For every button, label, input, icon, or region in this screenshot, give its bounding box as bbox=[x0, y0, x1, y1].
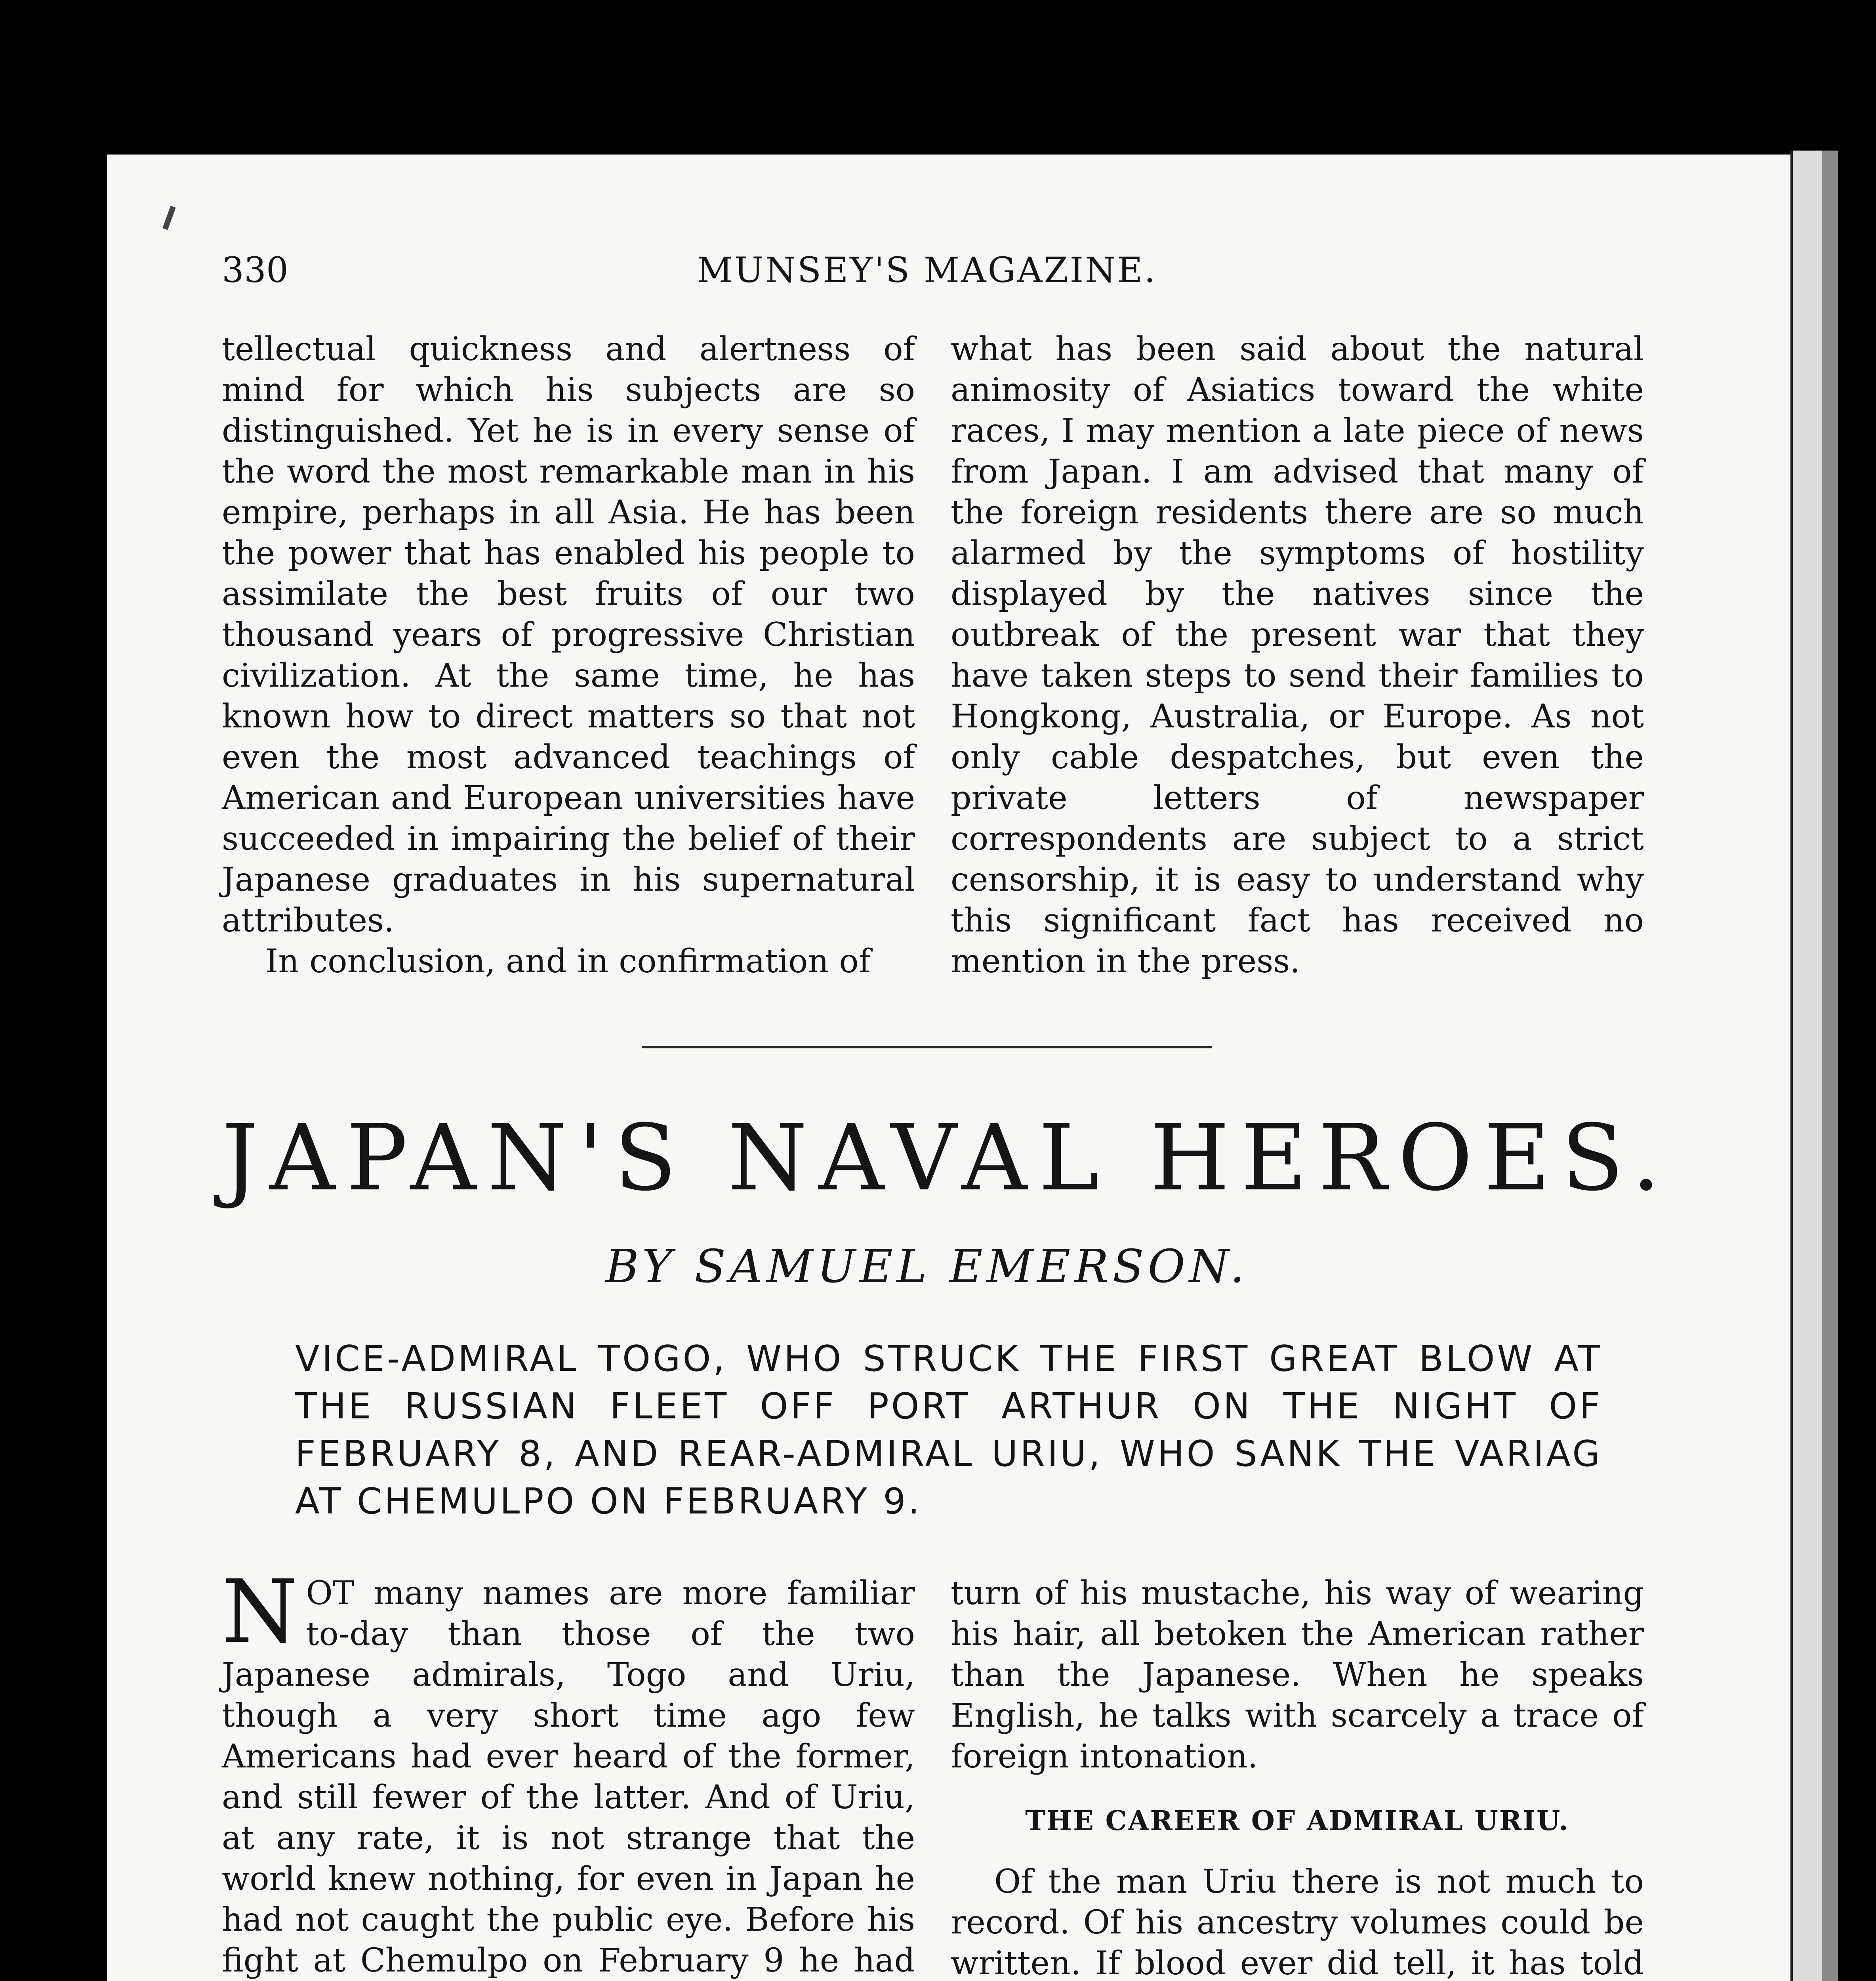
paragraph: what has been said about the natural animosity of Asiatics toward the white races, I may mention a late piece of news from Japan. I am advised that many of the foreign residents there are so much alarmed by the symptoms of hostility displayed by the natives since the outbreak of the present war that they have taken steps to send their families to Hongkong, Australia, or Europe. As not only cable despatches, but even the private letters of newspaper correspondents are subject to a strict censorship, it is easy to understand why this significant fact has received no mention in the press. bbox=[951, 330, 1644, 980]
prev-article-left-column bbox=[222, 329, 915, 982]
magazine-title: MUNSEY'S MAGAZINE. bbox=[697, 250, 1157, 290]
prev-article-right-column bbox=[951, 329, 1644, 982]
article-left-column bbox=[222, 1561, 915, 1981]
paragraph: In conclusion, and in confirmation of bbox=[265, 943, 871, 980]
page-edge-shadow bbox=[1822, 151, 1838, 1981]
paragraph: tellectual quickness and alertness of mind for which his subjects are so distinguished. Yet he is in every sense of the word the most remarkable man in his empire, perhaps in all Asia. He has been the power that has enabled his people to assimilate the best fruits of our two thousand years of progressive Christian civilization. At the same time, he has known how to direct matters so that not even the most advanced teachings of American and European universities have succeeded in impairing the belief of their Japanese graduates in his supernatural attributes. bbox=[222, 330, 915, 939]
article-title: JAPAN'S NAVAL HEROES. bbox=[222, 1105, 1672, 1211]
section-divider bbox=[642, 1046, 1212, 1048]
running-head bbox=[222, 250, 1632, 293]
paragraph-text: Of the man Uriu there is not much to record. Of his ancestry volumes could be written. If blood ever did tell, it has told bbox=[951, 1863, 1644, 1981]
article-deck: VICE-ADMIRAL TOGO, WHO STRUCK THE FIRST GREAT BLOW AT THE RUSSIAN FLEET OFF PORT ARTHUR ON THE NIGHT OF FEBRUARY 8, AND REAR-ADMIRAL URIU, WHO SANK THE VARIAG AT CHEMULPO ON FEBRUARY 9. bbox=[295, 1338, 1602, 1522]
drop-cap: N bbox=[222, 1561, 298, 1662]
page-number: 330 bbox=[222, 250, 288, 290]
paragraph-text: OT many names are more familiar to-day than those of the two Japanese admirals, Togo and Uriu, though a very short time ago few Americans had ever heard of the former, and still fewer of the latter. And of Uriu, at any rate, it is not strange that the world knew nothing, for even in Japan he had not caught the public eye. Before his fight at Chemulpo on February 9 he had bbox=[222, 1574, 915, 1979]
section-subhead: THE CAREER OF ADMIRAL URIU. bbox=[1025, 1805, 1569, 1837]
article-right-column bbox=[951, 1573, 1644, 1981]
paragraph: turn of his mustache, his way of wearing his hair, all betoken the American rather than the Japanese. When he speaks English, he talks with scarcely a trace of foreign intonation. bbox=[951, 1574, 1644, 1775]
paragraph bbox=[951, 1861, 1644, 1981]
paragraph bbox=[222, 1561, 915, 1981]
article-byline: BY SAMUEL EMERSON. bbox=[605, 1240, 1249, 1293]
